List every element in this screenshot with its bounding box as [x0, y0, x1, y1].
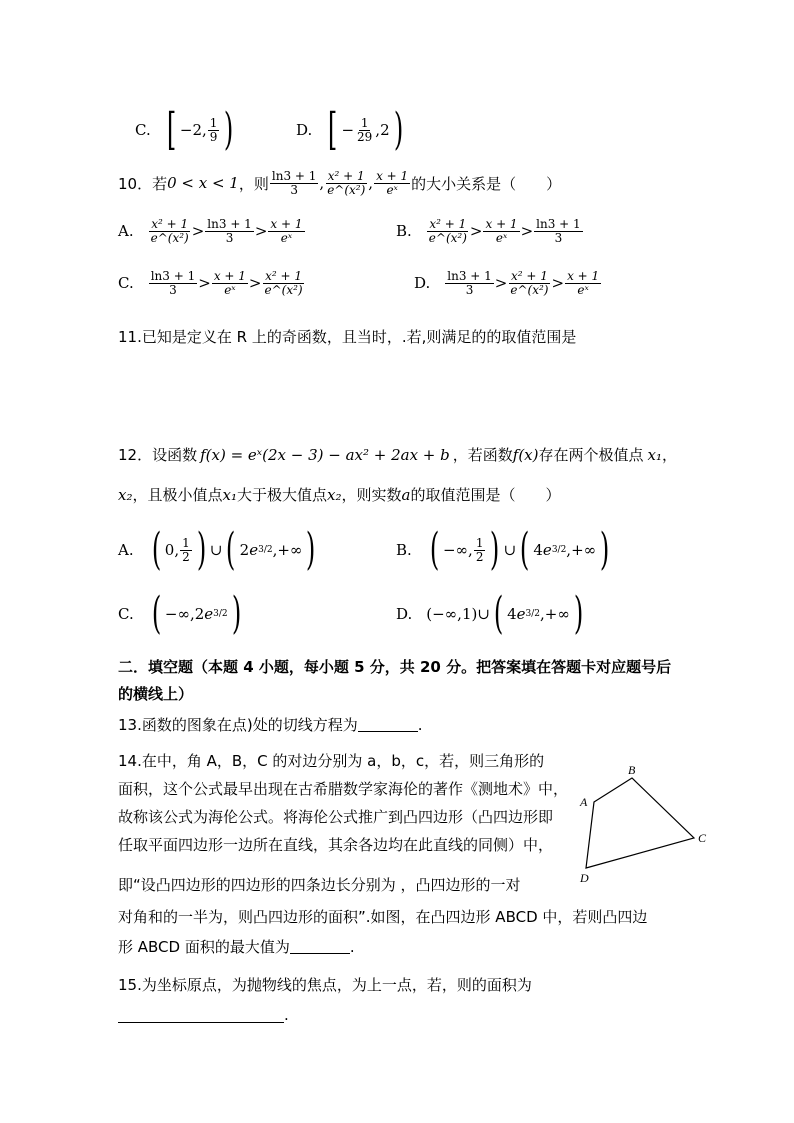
- q12-mid: ，若函数: [452, 446, 513, 464]
- q11-text: 11.已知是定义在 R 上的奇函数，且当时，.若,则满足的的取值范围是: [118, 328, 577, 346]
- frac-ln: [270, 170, 319, 196]
- left-paren: (: [429, 524, 440, 575]
- q12-option-c: C. ( −∞,2 e 3/2 ): [118, 588, 241, 639]
- q12-line1: [118, 444, 677, 465]
- fraction-num: ln3 + 1: [447, 269, 492, 283]
- q14-line7: [118, 936, 355, 957]
- option-label: B.: [396, 541, 412, 559]
- frac-x2: [263, 270, 305, 296]
- q15-text: 15.为坐标原点，为抛物线的焦点，为上一点，若，则的面积为: [118, 976, 532, 994]
- q10-stem: 10．若 0 < x < 1 ，则 $\frac{\ln 3 + 1}{3}$ , $\frac{\text{x² + 1}}{\text{e\textasciicircum{}(x²)}}$ , $\frac{x + 1}{\text{eˣ}}$ 的大小关系是（ ）: [118, 169, 562, 197]
- left-paren: (: [151, 588, 162, 639]
- option-label: D.: [396, 605, 413, 623]
- fraction-den: 2: [475, 549, 484, 564]
- fraction-num: 1: [360, 115, 369, 130]
- q12-option-d: D. (−∞,1)∪ ( 4 e 3/2 ,+∞ ): [396, 588, 584, 639]
- fraction-den: 29: [357, 129, 373, 144]
- frac-half: [474, 537, 486, 563]
- q14-line2: 面积，这个公式最早出现在古希腊数学家海伦的著作《测地术》中，: [118, 780, 569, 798]
- q12-suffix: 存在两个极值点: [538, 446, 644, 464]
- q9-option-c-label: C.: [135, 121, 151, 139]
- fraction-num: ln3 + 1: [536, 217, 581, 231]
- fraction-den: e^(x²): [428, 230, 467, 245]
- q12-text-a: ，且极小值点: [132, 486, 223, 504]
- q14-line3: 故称该公式为海伦公式。将海伦公式推广到凸四边形（凸四边形即: [118, 808, 554, 826]
- frac-ln: [149, 270, 198, 296]
- vertex-label-c: C: [698, 831, 707, 845]
- q14-line6: 对角和的一半为，则凸四边形的面积”.如图，在凸四边形 ABCD 中，若则凸四边: [118, 908, 648, 926]
- fraction-den: 3: [554, 230, 563, 245]
- fraction-den: eˣ: [386, 182, 398, 197]
- q12-text-b: 大于极大值点: [236, 486, 327, 504]
- q12-option-a: A. ( 0, $\frac{1}{2}$ ) ∪ ( 2 e 3/2 ,+∞ ): [118, 524, 316, 575]
- q10-prefix: 10．若: [118, 174, 168, 193]
- fraction-den: 3: [290, 182, 298, 197]
- q15-end: .: [284, 1006, 289, 1024]
- frac-x: [212, 270, 248, 296]
- q12-text-c: ，则实数: [341, 486, 402, 504]
- fraction-num: x + 1: [485, 217, 518, 231]
- left-bracket: [: [166, 104, 177, 155]
- q12-comma: ，: [661, 446, 677, 464]
- vertex-label-a: A: [580, 795, 588, 809]
- q13-text: 13.函数的图象在点)处的切线方程为: [118, 716, 358, 734]
- q12-x1: x₁: [222, 485, 237, 504]
- right-paren: ): [224, 104, 234, 155]
- frac-x: [268, 218, 304, 244]
- q14-end: .: [349, 937, 355, 956]
- q14-line1: 14.在中，角 A，B，C 的对边分别为 a，b，c，若，则三角形的: [118, 752, 545, 770]
- q10-suffix: 的大小关系是（ ）: [411, 174, 562, 193]
- q12-option-b: B. ( −∞, $\frac{1}{2}$ ) ∪ ( 4 e 3/2 ,+∞ ): [396, 524, 610, 575]
- fraction-den: 3: [169, 282, 177, 297]
- left-paren: (: [151, 524, 161, 575]
- fraction-num: ln3 + 1: [271, 169, 317, 183]
- fraction-num: 1: [209, 115, 218, 130]
- answer-blank[interactable]: [358, 717, 418, 732]
- quadrilateral-abcd: [586, 778, 694, 868]
- q12-prefix: 12．设函数: [118, 446, 198, 464]
- fraction-den: 3: [465, 282, 474, 297]
- q12-a: a: [401, 485, 411, 504]
- q9-option-c-fraction: [208, 117, 220, 143]
- answer-blank[interactable]: [290, 939, 350, 954]
- q10-condition: 0 < x < 1: [167, 174, 239, 193]
- q12-text-d: 的取值范围是（ ）: [410, 486, 561, 504]
- fraction-den: 3: [225, 230, 234, 245]
- q9-option-c: [135, 104, 238, 155]
- fraction-den: 9: [209, 129, 218, 144]
- frac-ln: [205, 218, 254, 244]
- fraction-num: x² + 1: [429, 217, 467, 231]
- q9-option-d-left: −: [341, 121, 355, 139]
- q14-line4: 任取平面四边形一边所在直线，其余各边均在此直线的同侧）中，: [118, 836, 554, 854]
- option-label: B.: [396, 222, 412, 241]
- q9-option-c-left: −2,: [179, 121, 207, 139]
- right-paren: ): [490, 524, 500, 575]
- q14-line7-text: 形 ABCD 面积的最大值为: [118, 938, 290, 956]
- fraction-den: e^(x²): [327, 182, 366, 197]
- q10-option-b: B. $\frac{\text{x² + 1}}{\text{e\textasciicircum{}(x²)}}$ > $\frac{x + 1}{\text{eˣ}}$ > $\frac{\ln 3 + 1}{3}$: [396, 217, 581, 245]
- q9-option-d-label: D.: [296, 121, 313, 139]
- q10-mid: ，则: [238, 174, 269, 193]
- q9-option-d-fraction: [355, 117, 374, 143]
- q14-line5: 即“设凸四边形的四边形的四条边长分别为 ，凸四边形的一对: [118, 876, 521, 894]
- right-paren: ): [231, 588, 241, 639]
- answer-blank[interactable]: [118, 1008, 284, 1023]
- fraction-den: 2: [182, 549, 190, 564]
- q12-function: f(x) = eˣ(2x − 3) − ax² + 2ax + b: [200, 445, 450, 464]
- q12-x1: x₁: [647, 445, 662, 464]
- fraction-num: x + 1: [567, 269, 600, 283]
- frac-x: [565, 270, 601, 296]
- frac-x: [374, 170, 410, 196]
- q10-option-a: A. $\frac{\text{x² + 1}}{\text{e\textasciicircum{}(x²)}}$ > $\frac{\ln 3 + 1}{3}$ > $\frac{x + 1}{\text{eˣ}}$: [118, 217, 303, 245]
- fraction-den: eˣ: [280, 230, 293, 245]
- fraction-den: e^(x²): [150, 230, 189, 245]
- vertex-label-b: B: [628, 763, 636, 777]
- left-bracket: [: [328, 104, 338, 155]
- quadrilateral-figure: [576, 758, 716, 888]
- fraction-num: ln3 + 1: [207, 217, 252, 231]
- q12-x2: x₂: [327, 485, 342, 504]
- option-label: A.: [118, 222, 134, 241]
- frac-x2: [427, 218, 469, 244]
- fraction-num: x² + 1: [510, 269, 548, 283]
- right-paren: ): [600, 524, 610, 575]
- fraction-num: x² + 1: [151, 217, 189, 231]
- fraction-num: x + 1: [376, 169, 409, 183]
- frac-half: [180, 537, 192, 563]
- q13: [118, 714, 423, 735]
- frac-x2: [149, 218, 191, 244]
- fraction-num: 1: [182, 535, 190, 550]
- fraction-den: e^(x²): [264, 282, 303, 297]
- option-label: D.: [414, 274, 431, 293]
- q12-line2: [118, 484, 560, 505]
- q10-option-d: D. $\frac{\ln 3 + 1}{3}$ > $\frac{\text{x² + 1}}{\text{e\textasciicircum{}(x²)}}$ > $\frac{x + 1}{\text{eˣ}}$: [414, 269, 600, 297]
- frac-x2: [508, 270, 550, 296]
- fraction-num: 1: [475, 535, 484, 550]
- right-paren: ): [306, 524, 316, 575]
- fraction-den: eˣ: [577, 282, 589, 297]
- left-paren: (: [520, 524, 530, 575]
- q9-option-d: [296, 104, 407, 155]
- section-heading: 二．填空题（本题 4 小题，每小题 5 分，共 20 分。把答案填在答题卡对应题号后的横线上）: [118, 658, 672, 703]
- frac-ln: [534, 218, 583, 244]
- q12-fx: f(x): [512, 445, 539, 464]
- q15-answer: [118, 1006, 289, 1024]
- fraction-den: eˣ: [495, 230, 508, 245]
- q10-option-c: C. $\frac{\ln 3 + 1}{3}$ > $\frac{x + 1}{\text{eˣ}}$ > $\frac{\text{x² + 1}}{\text{e\textasciicircum{}(x²)}}$: [118, 269, 303, 297]
- vertex-label-d: D: [580, 871, 589, 885]
- fraction-num: ln3 + 1: [150, 269, 196, 283]
- left-paren: (: [226, 524, 236, 575]
- option-label: A.: [118, 541, 134, 559]
- frac-x: [483, 218, 519, 244]
- frac-x2: [325, 170, 367, 196]
- right-paren: ): [393, 104, 403, 155]
- option-label: C.: [118, 274, 134, 293]
- q9-option-d-right: ,2: [375, 121, 390, 139]
- fraction-num: x² + 1: [265, 269, 302, 283]
- fraction-num: x + 1: [213, 269, 246, 283]
- frac-ln: [445, 270, 494, 296]
- left-paren: (: [493, 588, 504, 639]
- right-paren: ): [196, 524, 207, 575]
- fraction-den: e^(x²): [510, 282, 549, 297]
- fraction-num: x² + 1: [327, 169, 365, 183]
- fraction-num: x + 1: [270, 217, 303, 231]
- right-paren: ): [573, 588, 584, 639]
- q13-end: .: [417, 715, 423, 734]
- option-label: C.: [118, 605, 134, 623]
- fraction-den: eˣ: [224, 282, 236, 297]
- q12-x2: x₂: [118, 485, 133, 504]
